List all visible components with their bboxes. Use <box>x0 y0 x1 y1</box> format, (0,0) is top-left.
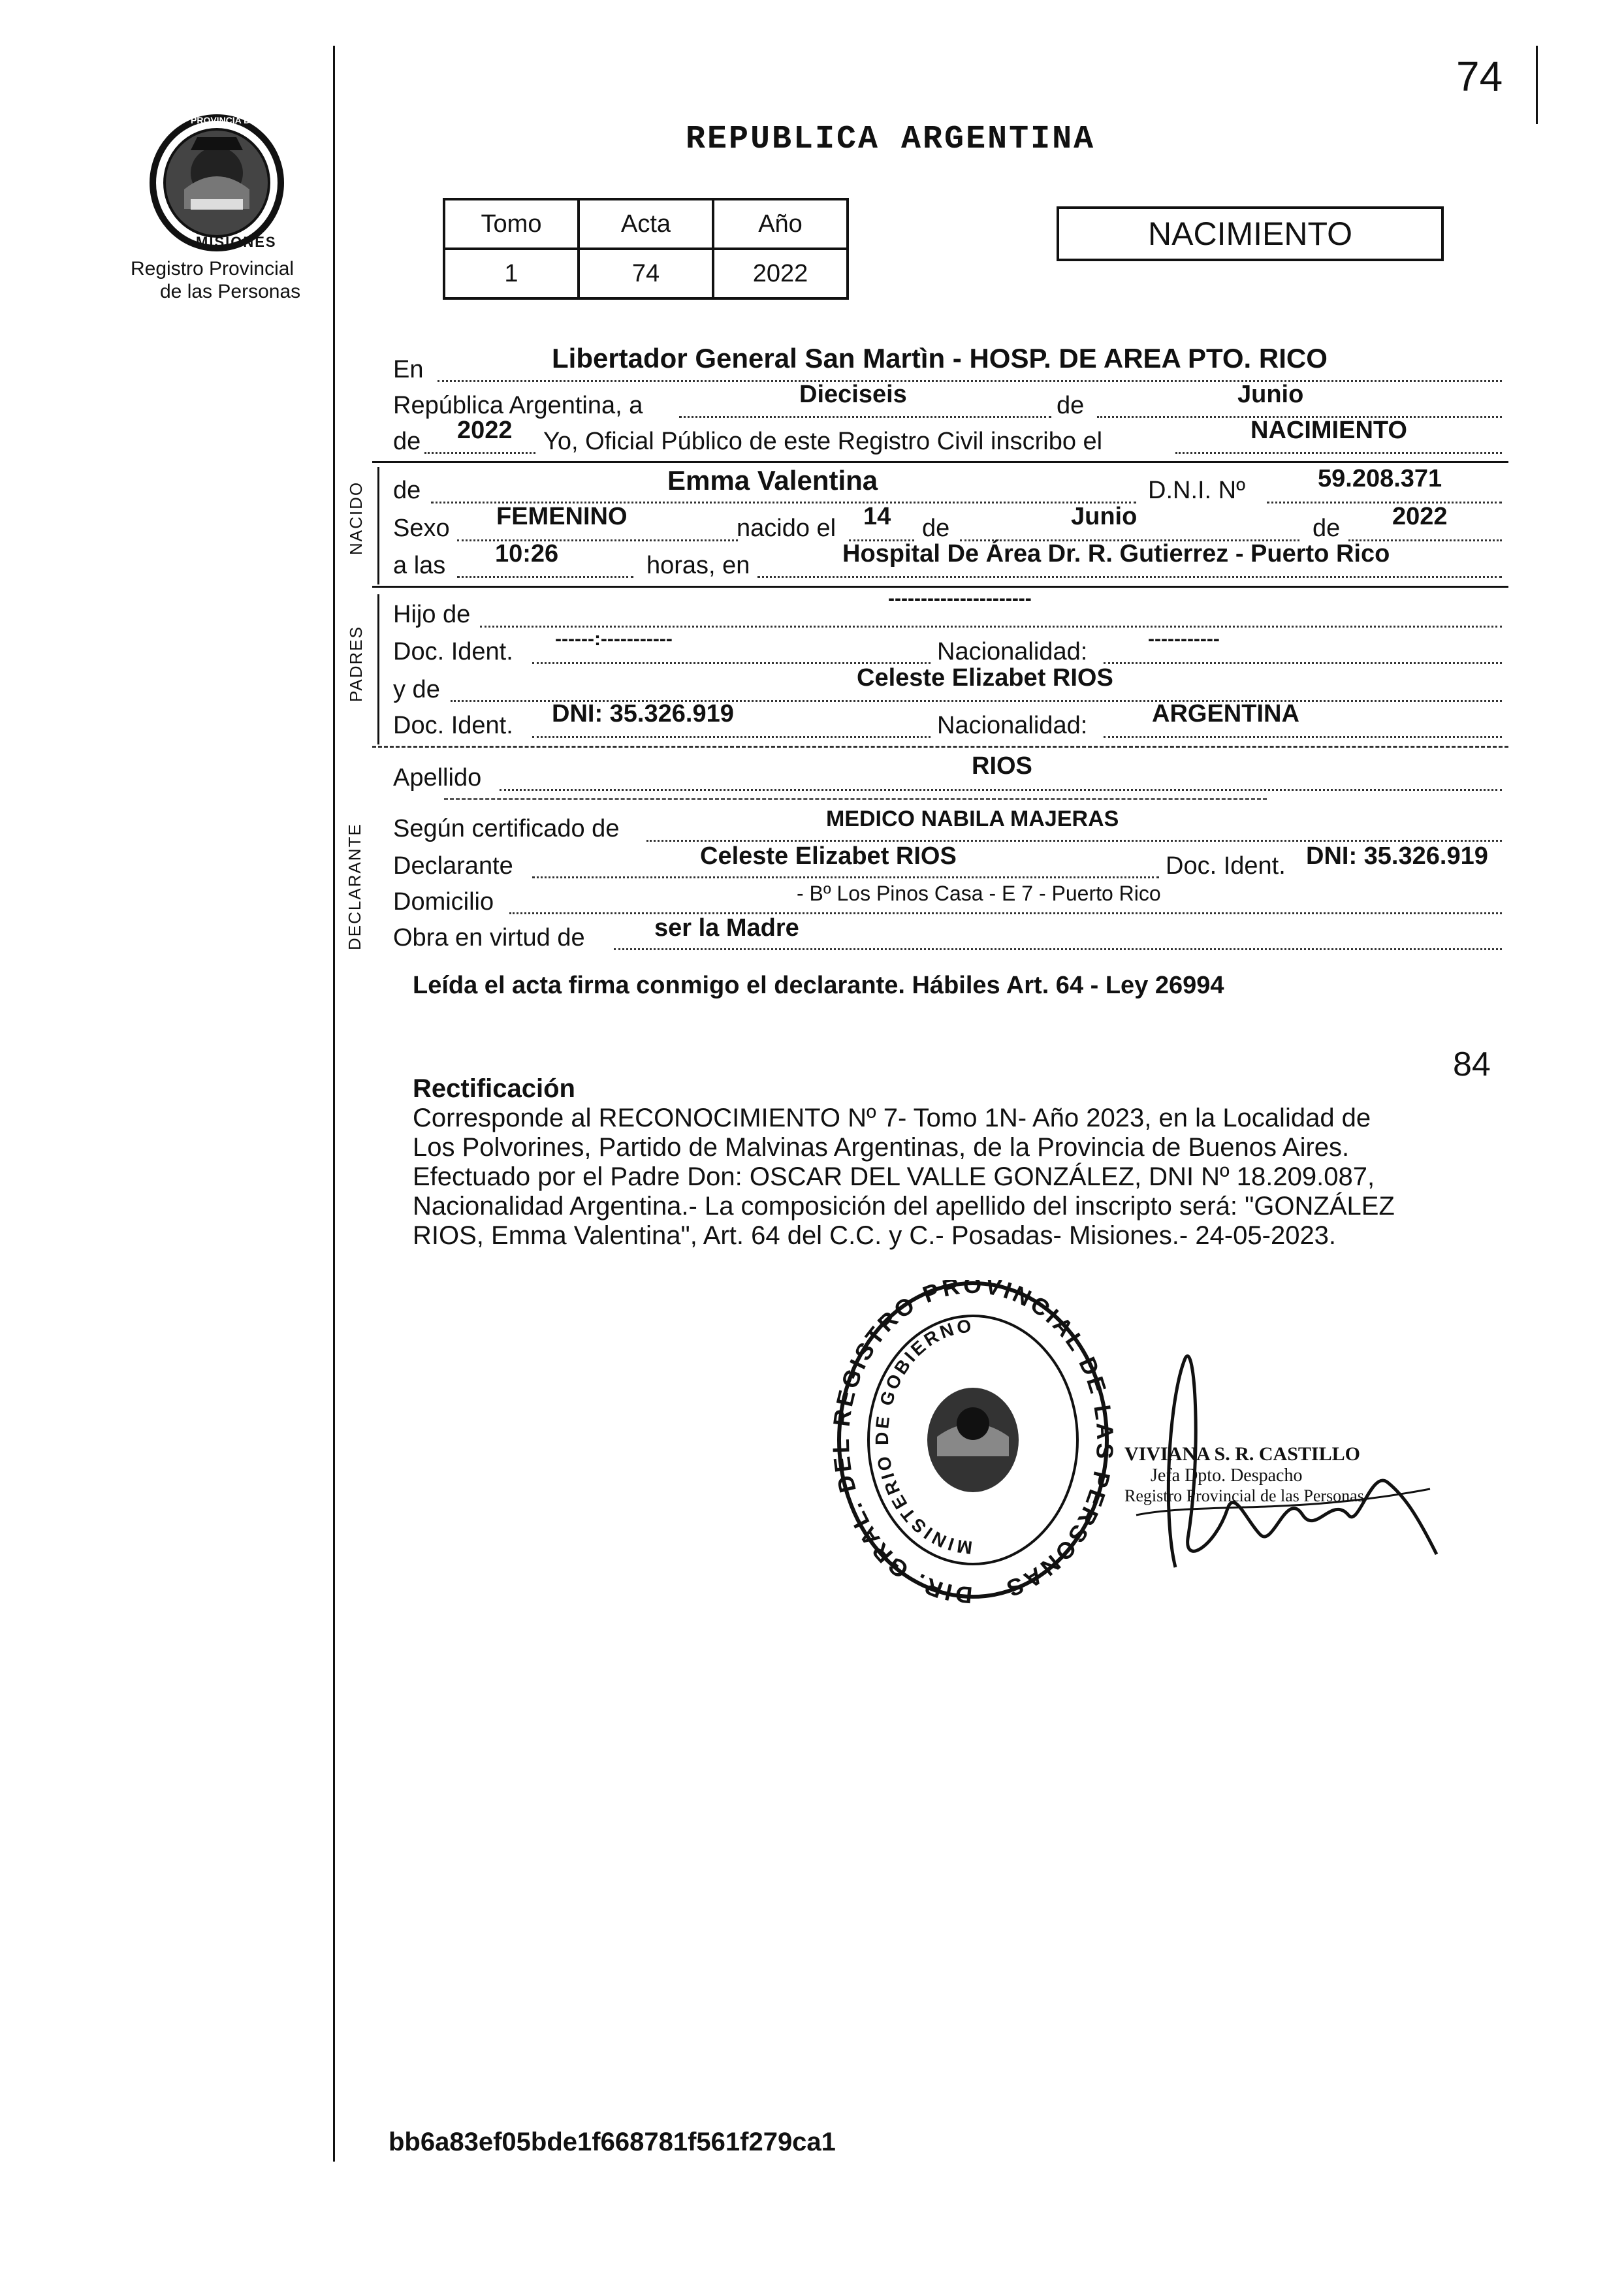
book-value-tomo: 1 <box>444 249 579 298</box>
dotted-line <box>646 840 1502 842</box>
nacionalidad-label-1: Nacionalidad: <box>937 638 1088 665</box>
birth-time: 10:26 <box>495 540 559 567</box>
section-divider <box>372 461 1508 463</box>
signer-office: Registro Provincial de las Personas <box>1124 1486 1364 1505</box>
left-margin-line <box>333 46 335 2162</box>
dotted-line <box>480 626 1502 628</box>
dotted-line <box>757 576 1502 578</box>
apellido-value: RIOS <box>972 752 1032 780</box>
dotted-line <box>1104 662 1502 664</box>
dotted-line <box>532 736 931 738</box>
side-label-nacido: NACIDO <box>346 481 366 555</box>
year-value: 2022 <box>457 417 513 444</box>
nacido-de-label: de <box>393 477 421 504</box>
side-label-padres: PADRES <box>346 626 366 702</box>
rectification-title: Rectificación <box>413 1074 575 1103</box>
rectification-line: RIOS, Emma Valentina", Art. 64 del C.C. y C.- Posadas- Misiones.- 24-05-2023. <box>413 1221 1337 1250</box>
republica-label: República Argentina, a <box>393 392 643 419</box>
place-value: Libertador General San Martìn - HOSP. DE AREA PTO. RICO <box>552 343 1328 374</box>
dotted-line <box>500 789 1502 791</box>
birth-year: 2022 <box>1392 503 1448 530</box>
rectification-line: Los Polvorines, Partido de Malvinas Argentinas, de la Provincia de Buenos Aires. <box>413 1133 1350 1162</box>
stamp-ring-text: DIR. GRAL. DEL REGISTRO PROVINCIAL DE LAS PERSONAS <box>829 1280 1117 1609</box>
declarante-doc-label: Doc. Ident. <box>1166 852 1286 880</box>
domicilio-label: Domicilio <box>393 888 494 916</box>
a-las-label: a las <box>393 552 446 579</box>
act-type-label: NACIMIENTO <box>1148 216 1352 252</box>
book-value-acta: 74 <box>579 249 713 298</box>
nacido-el-label: nacido el <box>737 515 836 542</box>
seal-bottom-text: MISIONES <box>196 234 277 250</box>
nacido-bracket <box>377 467 379 584</box>
officer-text: Yo, Oficial Público de este Registro Civil inscribo el <box>543 428 1103 455</box>
horas-label: horas, en <box>646 552 750 579</box>
nacido-de-label-2: de <box>922 515 950 542</box>
right-margin-line <box>1536 46 1538 124</box>
birth-month: Junio <box>1071 503 1138 530</box>
month-value: Junio <box>1237 381 1304 408</box>
rectification-line: Nacionalidad Argentina.- La composición del apellido del inscripto será: "GONZÁLEZ <box>413 1192 1395 1221</box>
section-divider <box>444 798 1267 800</box>
country-title: REPUBLICA ARGENTINA <box>686 121 1096 158</box>
sexo-label: Sexo <box>393 515 450 542</box>
dotted-line <box>424 452 535 454</box>
registry-name-line2: de las Personas <box>160 281 301 302</box>
dotted-line <box>457 576 633 578</box>
province-seal-logo <box>145 111 289 255</box>
section-divider <box>372 746 1508 748</box>
rectification-body <box>413 1104 1490 1251</box>
stamp-inner-text: MINISTERIO DE GOBIERNO <box>872 1315 975 1558</box>
dotted-line <box>1267 502 1502 503</box>
doc-ident-label-1: Doc. Ident. <box>393 638 513 665</box>
declarante-value: Celeste Elizabet RIOS <box>700 842 957 870</box>
sexo-value: FEMENINO <box>496 503 628 530</box>
obra-value: ser la Madre <box>654 914 799 942</box>
hospital-value: Hospital De Área Dr. R. Gutierrez - Puerto Rico <box>842 540 1390 567</box>
dni-label: D.N.I. Nº <box>1148 477 1245 504</box>
de-label-2: de <box>393 428 421 455</box>
signer-name: VIVIANA S. R. CASTILLO <box>1124 1443 1360 1465</box>
book-header-tomo: Tomo <box>444 199 579 249</box>
dotted-line <box>614 948 1502 950</box>
signer-role: Jefa Dpto. Despacho <box>1151 1465 1303 1486</box>
apellido-label: Apellido <box>393 764 482 791</box>
dotted-line <box>1104 736 1502 738</box>
act-type-box <box>1057 206 1444 261</box>
signature-block <box>1124 1443 1364 1506</box>
nacido-de-label-3: de <box>1313 515 1341 542</box>
side-label-declarante: DECLARANTE <box>345 823 364 950</box>
seal-top-text: PROVINCIA DE <box>191 115 257 125</box>
birth-day: 14 <box>863 503 891 530</box>
mother-nationality-value: ARGENTINA <box>1152 700 1299 727</box>
doc-ident-label-2: Doc. Ident. <box>393 712 513 739</box>
certificado-value: MEDICO NABILA MAJERAS <box>826 807 1119 831</box>
father-doc-value: ------:----------- <box>555 628 673 650</box>
declarante-label: Declarante <box>393 852 513 880</box>
padres-bracket <box>377 594 379 744</box>
page-number: 74 <box>1456 53 1503 100</box>
book-value-anio: 2022 <box>713 249 848 298</box>
father-name-value: ---------------------- <box>888 588 1032 609</box>
rectification-line: Efectuado por el Padre Don: OSCAR DEL VALLE GONZÁLEZ, DNI Nº 18.209.087, <box>413 1162 1375 1191</box>
nacionalidad-label-2: Nacionalidad: <box>937 712 1088 739</box>
domicilio-value: - Bº Los Pinos Casa - E 7 - Puerto Rico <box>797 882 1161 905</box>
dotted-line <box>438 380 1502 382</box>
day-value: Dieciseis <box>799 381 907 408</box>
book-header-anio: Año <box>713 199 848 249</box>
official-stamp <box>829 1280 1117 1620</box>
dotted-line <box>679 416 1051 418</box>
mother-name: Celeste Elizabet RIOS <box>857 664 1113 692</box>
mother-doc-value: DNI: 35.326.919 <box>552 700 734 727</box>
en-label: En <box>393 356 424 383</box>
hijo-de-label: Hijo de <box>393 601 471 628</box>
certificado-label: Según certificado de <box>393 815 620 842</box>
declarante-doc-value: DNI: 35.326.919 <box>1306 842 1488 870</box>
child-dni: 59.208.371 <box>1318 465 1442 492</box>
closing-text: Leída el acta firma conmigo el declarante. Hábiles Art. 64 - Ley 26994 <box>413 972 1224 999</box>
book-header-acta: Acta <box>579 199 713 249</box>
de-label-1: de <box>1057 392 1085 419</box>
book-table <box>443 198 849 300</box>
y-de-label: y de <box>393 676 440 703</box>
father-nationality-value: ----------- <box>1148 628 1220 650</box>
rectification-line: Corresponde al RECONOCIMIENTO Nº 7- Tomo 1N- Año 2023, en la Localidad de <box>413 1104 1371 1132</box>
registry-name-line1: Registro Provincial <box>131 258 295 280</box>
act-kind-value: NACIMIENTO <box>1250 417 1407 444</box>
obra-label: Obra en virtud de <box>393 924 585 951</box>
dotted-line <box>532 876 1159 878</box>
dotted-line <box>1175 452 1502 454</box>
document-hash: bb6a83ef05bde1f668781f561f279ca1 <box>389 2128 836 2156</box>
child-name: Emma Valentina <box>667 465 878 496</box>
rectification-number: 84 <box>1453 1046 1491 1083</box>
